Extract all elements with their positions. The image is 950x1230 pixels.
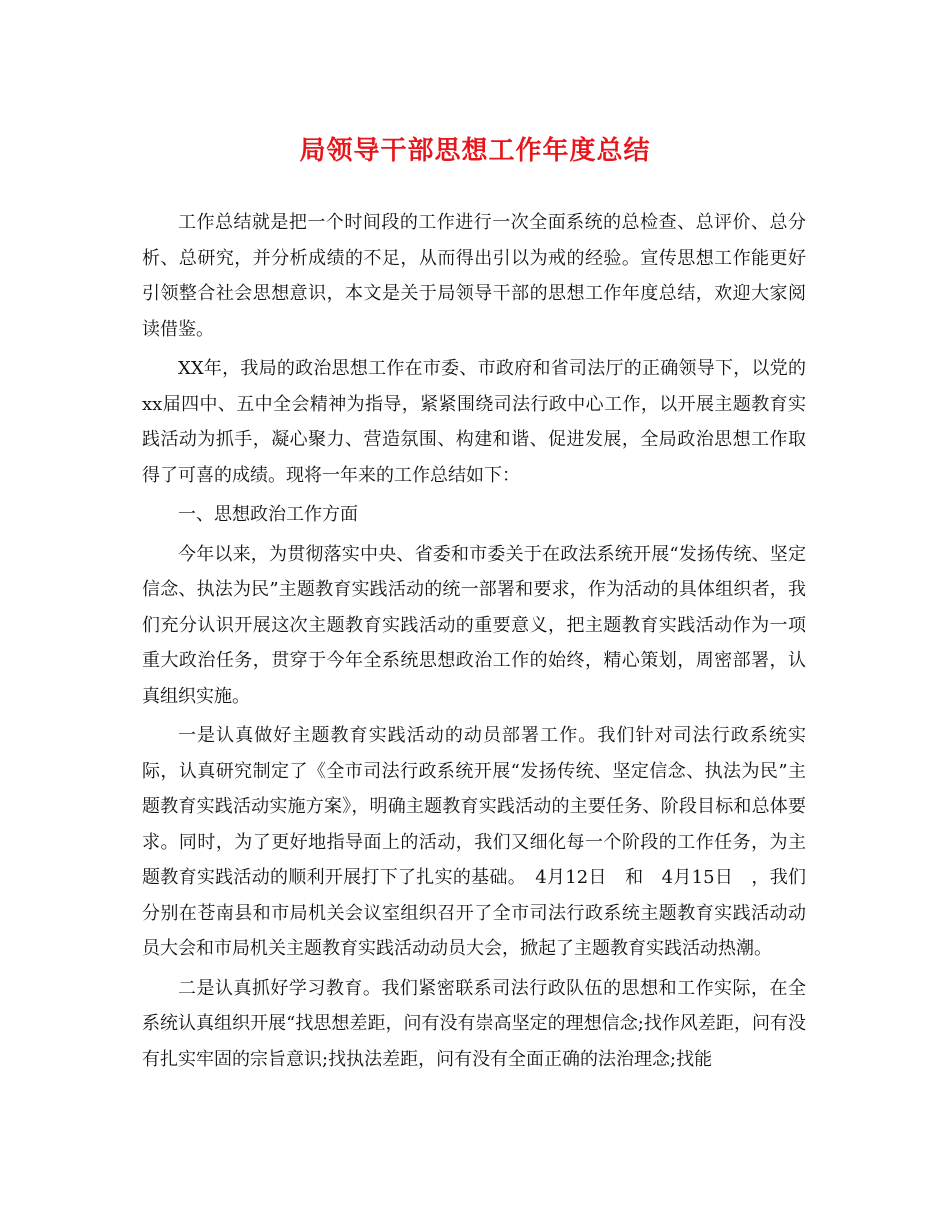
paragraph-intro: 工作总结就是把一个时间段的工作进行一次全面系统的总检查、总评价、总分析、总研究，并分析成绩的不足，从而得出引以为戒的经验。宣传思想工作能更好引领整合社会思想意识，本文是关于局领导干部的思想工作年度总结，欢迎大家阅读借鉴。 [142, 212, 806, 340]
paragraph-point-1: 一是认真做好主题教育实践活动的动员部署工作。我们针对司法行政系统实际，认真研究制定了《全市司法行政系统开展“发扬传统、坚定信念、执法为民”主题教育实践活动实施方案》，明确主题教育实践活动的主要任务、阶段目标和总体要求。同时，为了更好地指导面上的活动，我们又细化每一个阶段的工作任务，为主题教育实践活动的顺利开展打下了扎实的基础。 4月12日 和 4月15日 ，我们分别在苍南县和市局机关会议室组织召开了全市司法行政系统主题教育实践活动动员大会和市局机关主题教育实践活动动员大会，掀起了主题教育实践活动热潮。 [142, 725, 806, 959]
document-body [142, 205, 806, 1081]
paragraph-point-2: 二是认真抓好学习教育。我们紧密联系司法行政队伍的思想和工作实际，在全系统认真组织开展“找思想差距，问有没有崇高坚定的理想信念;找作风差距，问有没有扎实牢固的宗旨意识;找执法差距，问有没有全面正确的法治理念;找能 [142, 977, 806, 1070]
document-title: 局领导干部思想工作年度总结 [299, 136, 651, 166]
paragraph-section-1: 今年以来，为贯彻落实中央、省委和市委关于在政法系统开展“发扬传统、坚定信念、执法为民”主题教育实践活动的统一部署和要求，作为活动的具体组织者，我们充分认识开展这次主题教育实践活动的重要意义，把主题教育实践活动作为一项重大政治任务，贯穿于今年全系统思想政治工作的始终，精心策划，周密部署，认真组织实施。 [142, 543, 806, 707]
section-heading: 一、思想政治工作方面 [178, 504, 358, 525]
paragraph-overview: XX年，我局的政治思想工作在市委、市政府和省司法厅的正确领导下，以党的xx届四中、五中全会精神为指导，紧紧围绕司法行政中心工作，以开展主题教育实践活动为抓手，凝心聚力、营造氛围、构建和谐、促进发展，全局政治思想工作取得了可喜的成绩。现将一年来的工作总结如下： [142, 358, 806, 486]
